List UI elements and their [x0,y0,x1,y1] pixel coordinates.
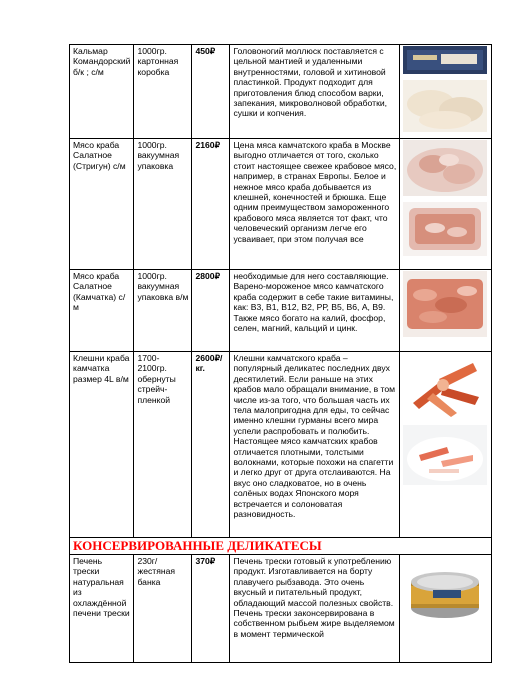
crab-claws-photo [403,353,487,419]
product-packaging: 1700-2100гр. обернуты стрейч-пленкой [134,352,192,538]
section-title: КОНСЕРВИРОВАННЫЕ ДЕЛИКАТЕСЫ [70,538,492,555]
product-description: необходимые для него составляющие. Варено-мороженое мясо камчатского краба содержит в себе такие витамины, как: В3, В1, В12, В2, РР, В5, В6, А, В9. Также мясо богато на калий, фосфор, селен, магний, кальций и цинк. [230,270,400,352]
squid-package-photo [403,46,487,74]
product-description: Клешни камчатского краба – популярный деликатес последних двух десятилетий. Если раньше на этих крабов мало обращали внимание, в том числе из-за того, что большая часть их тела малопригодна для еды, то сейчас именно клешни гурманы всего мира успели распробовать и полюбить. Настоящее мясо камчатских крабов отличается плотными, толстыми волокнами, которые похожи на спагетти и легко друг от друга отслаиваются. На вкус оно сладковатое, но в очень солёных водах Японского моря встречается и солоноватая разновидность. [230,352,400,538]
product-price: 450₽ [192,45,230,139]
table-row [70,270,492,352]
product-images [400,555,492,663]
cod-liver-can-photo [403,560,487,624]
product-packaging: 1000гр. картонная коробка [134,45,192,139]
product-name: Мясо краба Салатное (Стригун) с/м [70,139,134,270]
product-price: 2160₽ [192,139,230,270]
section-header-row [70,538,492,555]
product-images [400,270,492,352]
product-description: Головоногий моллюск поставляется с цельной мантией и удаленными внутренностями, головой и хитиновой пластинкой. Продукт подходит для приготовления блюд способом варки, запекания, микроволновой обработки, сушки и копчения. [230,45,400,139]
product-images [400,352,492,538]
product-packaging: 1000гр. вакуумная упаковка в/м [134,270,192,352]
table-row [70,352,492,538]
product-price: 370₽ [192,555,230,663]
crab-meat-pile-photo [403,140,487,196]
squid-mantle-photo [403,80,487,132]
product-description: Цена мяса камчатского краба в Москве выгодно отличается от того, сколько стоит настоящее свежее крабовое мясо, например, в странах Европы. Белое и нежное мясо краба добывается из клешней, конечностей и брюшка. Еще одним преимуществом замороженного крабового мяса является тот факт, что человеческий организм легче его усваивает, при этом получая все [230,139,400,270]
table-row [70,45,492,139]
product-images [400,45,492,139]
product-name: Мясо краба Салатное (Камчатка) с/м [70,270,134,352]
product-name: Печень трески натуральная из охлаждённой печени трески [70,555,134,663]
table-row [70,555,492,663]
product-packaging: 230г/жестяная банка [134,555,192,663]
crab-meat-vacuum-pack-photo [403,202,487,256]
product-packaging: 1000гр. вакуумная упаковка [134,139,192,270]
price-table [69,44,492,663]
product-name: Клешни краба камчатка размер 4L в/м [70,352,134,538]
table-row [70,139,492,270]
product-price: 2600₽/ кг. [192,352,230,538]
kamchatka-crab-meat-pack-photo [403,271,487,337]
product-name: Кальмар Командорский б/к ; с/м [70,45,134,139]
product-price: 2800₽ [192,270,230,352]
product-description: Печень трески готовый к употреблению продукт. Изготавливается на борту плавучего рыбзавода. Это очень вкусный и питательный продукт, обладающий массой полезных свойств. Печень трески законсервирована в собственном рыбьем жире выделяемом в момент термической [230,555,400,663]
product-images [400,139,492,270]
crab-claws-plate-photo [403,425,487,485]
